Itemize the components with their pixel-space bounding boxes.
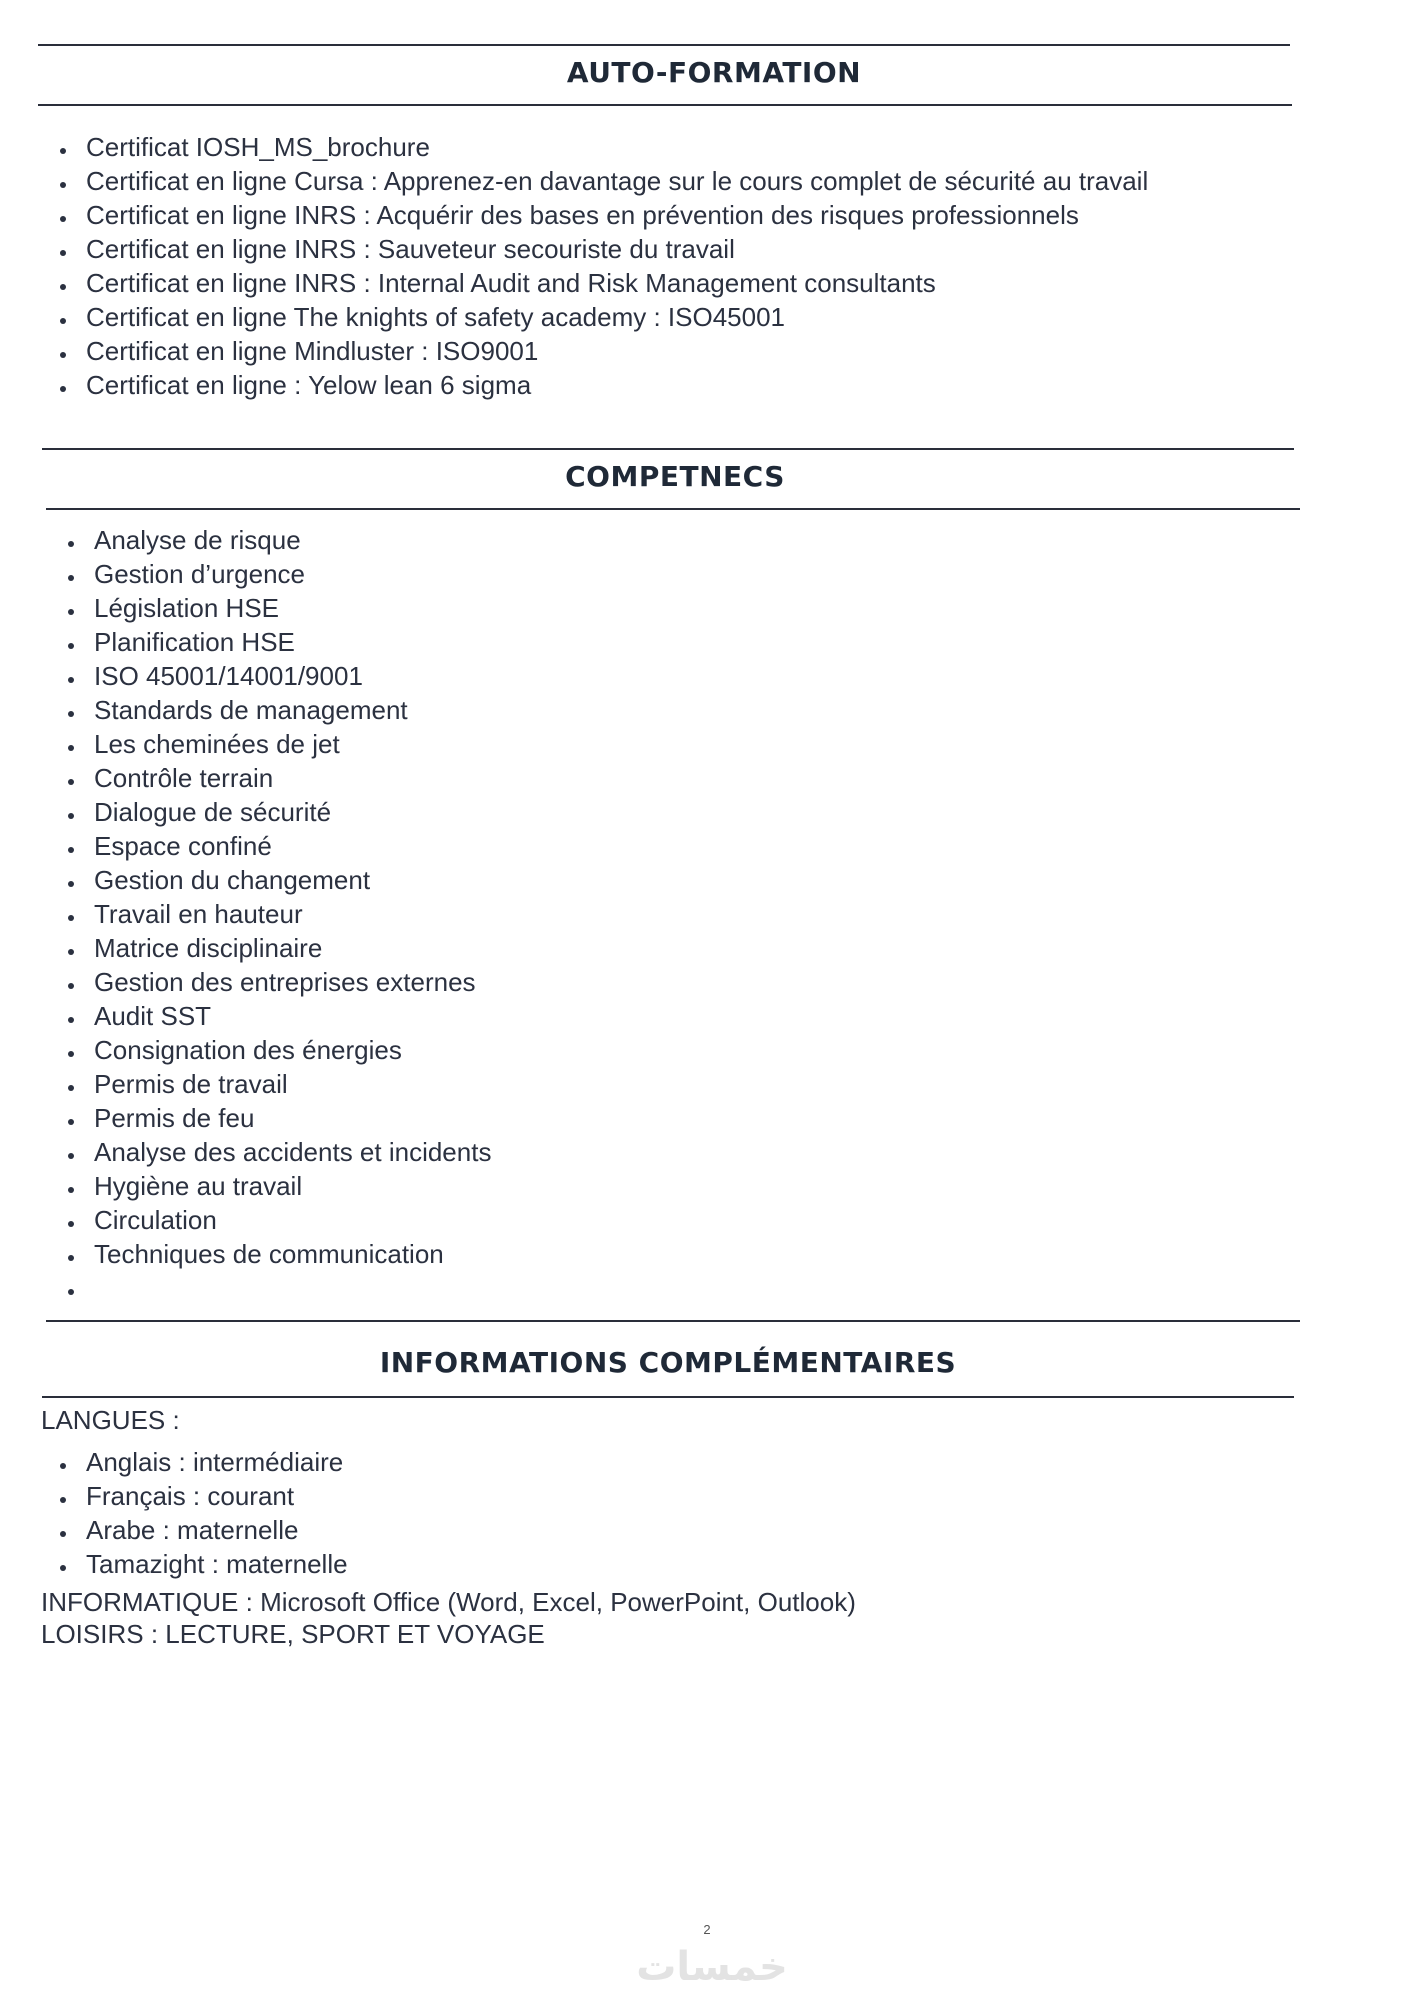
list-item: Certificat en ligne Cursa : Apprenez-en davantage sur le cours complet de sécurité au travail [86, 166, 1149, 196]
list-item: Permis de travail [94, 1067, 491, 1101]
competences-list [94, 523, 491, 1305]
list-item: Standards de management [94, 693, 491, 727]
auto-formation-heading: AUTO-FORMATION [566, 56, 862, 89]
list-item: Gestion du changement [94, 863, 491, 897]
list-item: Circulation [94, 1203, 491, 1237]
list-item: Analyse des accidents et incidents [94, 1137, 492, 1167]
list-item [94, 1271, 491, 1305]
list-item: Certificat en ligne INRS : Acquérir des bases en prévention des risques professionnels [86, 198, 1148, 232]
competences-heading: COMPETNECS [565, 460, 785, 493]
list-item: Arabe : maternelle [86, 1513, 348, 1547]
list-item: Les cheminées de jet [94, 727, 491, 761]
list-item: Certificat en ligne : Yelow lean 6 sigma [86, 368, 1148, 402]
list-item: Contrôle terrain [94, 761, 491, 795]
list-item: Consignation des énergies [94, 1033, 491, 1067]
list-item: Français : courant [86, 1479, 348, 1513]
list-item: Certificat en ligne INRS : Internal Audit and Risk Management consultants [86, 266, 1148, 300]
list-item: Planification HSE [94, 625, 491, 659]
langues-label: LANGUES : [41, 1405, 180, 1435]
list-item: Certificat en ligne Mindluster : ISO9001 [86, 334, 1148, 368]
auto-formation-bottom-rule [38, 104, 1292, 106]
list-item: Certificat en ligne INRS : Sauveteur secouriste du travail [86, 232, 1148, 266]
list-item: Matrice disciplinaire [94, 931, 491, 965]
list-item: Travail en hauteur [94, 897, 491, 931]
competences-bottom-rule [46, 508, 1300, 510]
auto-formation-list [86, 130, 1148, 402]
competences-top-rule [42, 448, 1294, 450]
list-item: ISO 45001/14001/9001 [94, 659, 491, 693]
list-item: Audit SST [94, 999, 491, 1033]
list-item: Hygiène au travail [94, 1169, 491, 1203]
auto-formation-top-rule [38, 44, 1290, 46]
list-item: Techniques de communication [94, 1237, 491, 1271]
list-item: Certificat en ligne The knights of safety academy : ISO45001 [86, 300, 1148, 334]
informations-top-rule [46, 1320, 1300, 1322]
langues-list [86, 1445, 348, 1581]
list-item: Permis de feu [94, 1101, 491, 1135]
informations-heading: INFORMATIONS COMPLÉMENTAIRES [379, 1346, 957, 1379]
list-item: Législation HSE [94, 591, 491, 625]
informations-bottom-rule [42, 1396, 1294, 1398]
list-item: Gestion d’urgence [94, 557, 491, 591]
page-number: 2 [703, 1922, 711, 1937]
loisirs-line: LOISIRS : LECTURE, SPORT ET VOYAGE [41, 1619, 545, 1649]
list-item: Anglais : intermédiaire [86, 1445, 348, 1479]
informatique-line: INFORMATIQUE : Microsoft Office (Word, Excel, PowerPoint, Outlook) [41, 1587, 856, 1617]
watermark-logo [625, 1942, 800, 1990]
list-item: Certificat IOSH_MS_brochure [86, 130, 1148, 164]
list-item: Gestion des entreprises externes [94, 965, 491, 999]
list-item: Dialogue de sécurité [94, 795, 491, 829]
list-item: Espace confiné [94, 829, 491, 863]
list-item: Analyse de risque [94, 523, 491, 557]
watermark-text: خمسات [636, 1944, 788, 1990]
list-item: Tamazight : maternelle [86, 1549, 348, 1579]
